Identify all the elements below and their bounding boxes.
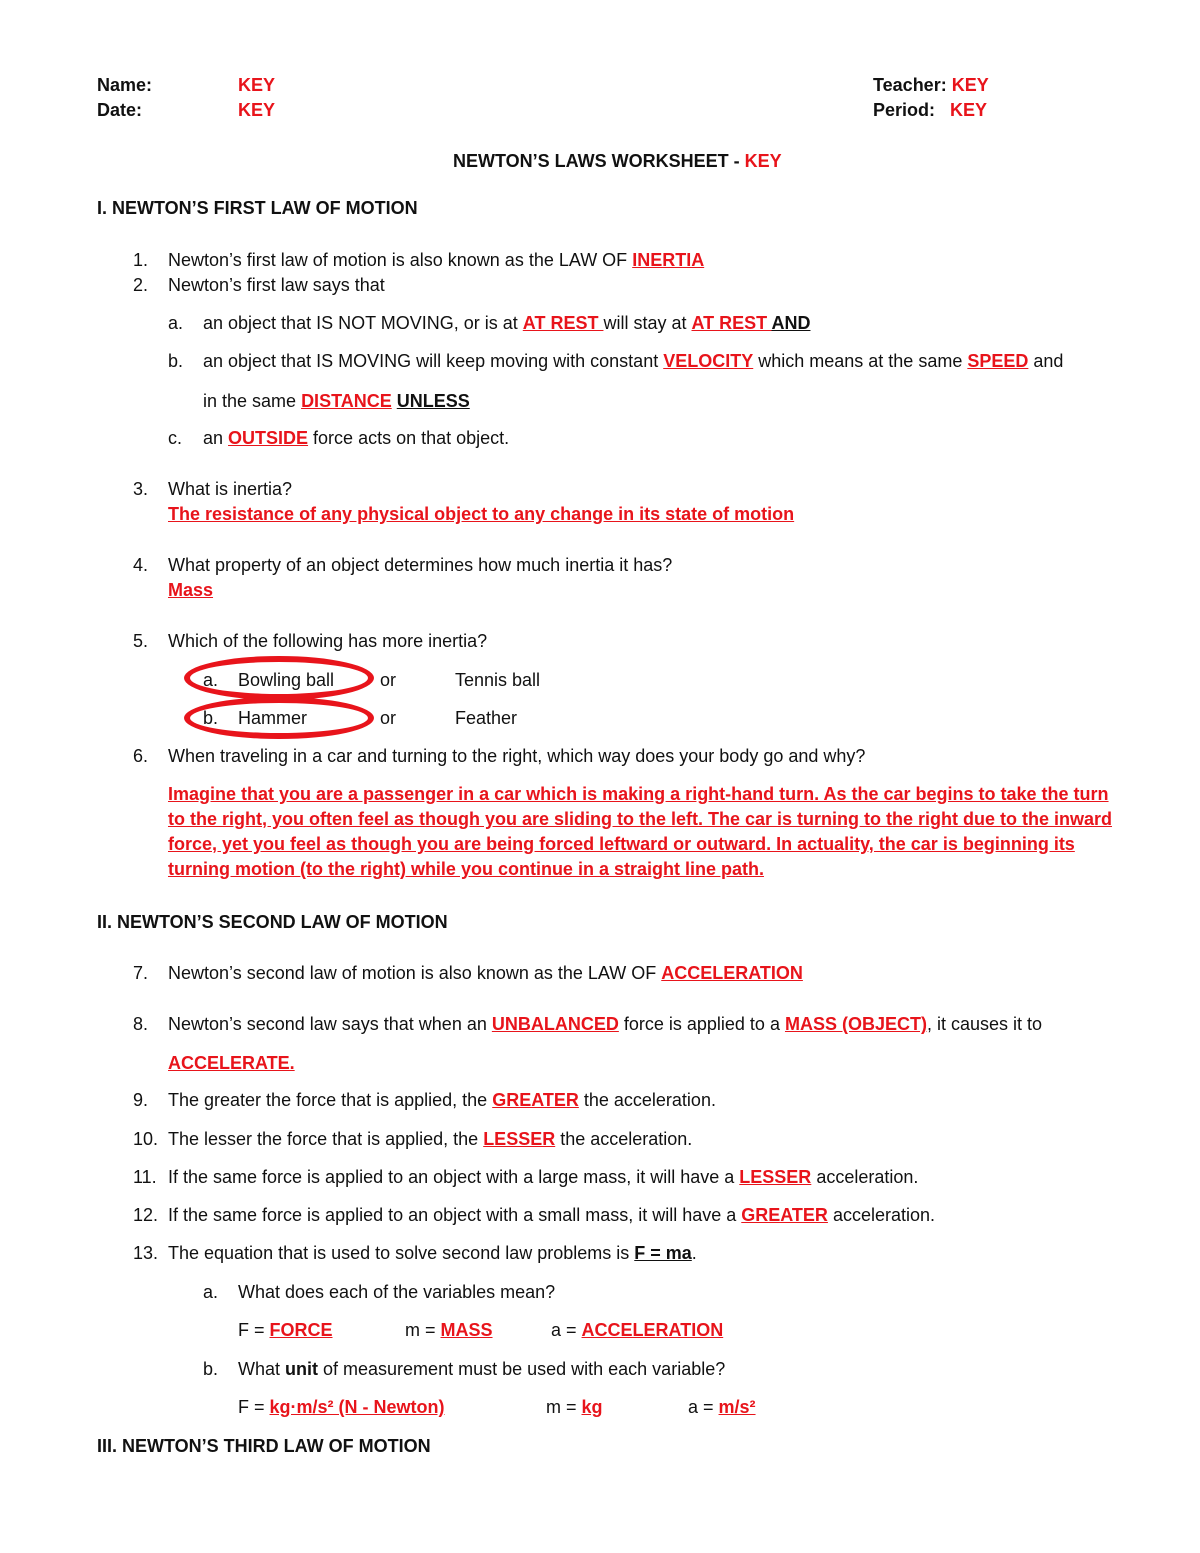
teacher-value: KEY (951, 75, 989, 95)
q8-t1: Newton’s second law says that when an (168, 1014, 492, 1034)
q13b-a (688, 1398, 756, 1416)
q5b-letter: b. (203, 708, 219, 728)
q7-prompt: Newton’s second law of motion is also known as the LAW OF (168, 963, 662, 983)
q13b-t2: of measurement must be used with each variable? (318, 1359, 726, 1379)
name-value: KEY (238, 75, 276, 95)
section-1-heading: I. NEWTON’S FIRST LAW OF MOTION (97, 198, 418, 218)
q13a-m (405, 1321, 493, 1339)
q13b-m-answer: kg (581, 1397, 603, 1417)
q11-number: 11. (133, 1167, 157, 1187)
q2a-t2: will stay at (603, 313, 692, 333)
q6-number: 6. (133, 746, 149, 766)
q2b-text-line2 (203, 392, 470, 410)
q5-text: Which of the following has more inertia? (168, 631, 488, 651)
q9-t1: The greater the force that is applied, the (168, 1090, 493, 1110)
q11-t1: If the same force is applied to an object with a large mass, it will have a (168, 1167, 740, 1187)
name-label: Name: (97, 75, 153, 95)
q2a-t1: an object that IS NOT MOVING, or is at (203, 313, 523, 333)
q10-t2: the acceleration. (555, 1129, 693, 1149)
q13-text (168, 1244, 697, 1262)
q13b-f-label: F = (238, 1397, 270, 1417)
q13a-f (238, 1321, 333, 1339)
q5a-letter: a. (203, 670, 219, 690)
q2b-answer-3: DISTANCE (301, 391, 392, 411)
q13b-letter: b. (203, 1359, 219, 1379)
q5a-or: or (380, 670, 397, 690)
q5b-choice-2: Feather (455, 708, 518, 728)
section-3-heading: III. NEWTON’S THIRD LAW OF MOTION (97, 1436, 431, 1456)
q2b-t4: in the same (203, 391, 302, 411)
teacher-label: Teacher: (873, 75, 947, 95)
q8-t3: , it causes it to (926, 1014, 1043, 1034)
q5a-choice-1: Bowling ball (238, 670, 335, 690)
q13-t2: . (691, 1243, 697, 1263)
q5a-choice-2: Tennis ball (455, 670, 541, 690)
q10-answer: LESSER (483, 1129, 556, 1149)
q12-t2: acceleration. (827, 1205, 935, 1225)
title-text: NEWTON’S LAWS WORKSHEET - (453, 151, 745, 171)
q9-number: 9. (133, 1090, 149, 1110)
q13a-f-answer: FORCE (269, 1320, 333, 1340)
q9-text (168, 1091, 716, 1109)
q2b-answer-2: SPEED (967, 351, 1029, 371)
q2-text: Newton’s first law says that (168, 275, 385, 295)
q8-answer-3: ACCELERATE. (168, 1053, 295, 1073)
q8-number: 8. (133, 1014, 149, 1034)
q2c-letter: c. (168, 428, 183, 448)
q7-text (168, 964, 803, 982)
q13b-t1: What (238, 1359, 286, 1379)
q2a-answer-2: AT REST (691, 313, 772, 333)
q2b-unless: UNLESS (396, 391, 470, 411)
q1-prompt: Newton’s first law of motion is also known as the LAW OF (168, 250, 633, 270)
teacher-field (873, 76, 989, 94)
q6-answer: Imagine that you are a passenger in a car which is making a right-hand turn. As the car begins to take the turn to the right, you often feel as though you are sliding to the left. The car is turning to the right due to the inward force, yet you feel as though you are being forced leftward or outward. In actuality, the car is beginning its turning motion (to the right) while you continue in a straight line path. (168, 784, 1113, 879)
q13a-letter: a. (203, 1282, 219, 1302)
q13-number: 13. (133, 1243, 159, 1263)
q13a-text: What does each of the variables mean? (238, 1282, 556, 1302)
q13a-m-label: m = (405, 1320, 441, 1340)
q2c-t1: an (203, 428, 229, 448)
q13b-f-answer: kg·m/s² (N - Newton) (269, 1397, 445, 1417)
q2b-t2: which means at the same (753, 351, 968, 371)
q2b-t1: an object that IS MOVING will keep moving with constant (203, 351, 664, 371)
q2-number: 2. (133, 275, 149, 295)
q13-t1: The equation that is used to solve second law problems is (168, 1243, 635, 1263)
q12-answer: GREATER (741, 1205, 828, 1225)
q2b-answer-1: VELOCITY (663, 351, 754, 371)
q2c-t2: force acts on that object. (308, 428, 510, 448)
q2a-text (203, 314, 810, 332)
q12-number: 12. (133, 1205, 159, 1225)
q13a-a (551, 1321, 723, 1339)
q2c-answer: OUTSIDE (228, 428, 309, 448)
q13a-a-label: a = (551, 1320, 582, 1340)
q11-t2: acceleration. (811, 1167, 919, 1187)
q1-number: 1. (133, 250, 149, 270)
q4-number: 4. (133, 555, 149, 575)
q6-text: When traveling in a car and turning to the right, which way does your body go and why? (168, 746, 866, 766)
q13-equation: F = ma (634, 1243, 692, 1263)
q2b-text (203, 352, 1063, 370)
q2a-answer-1: AT REST (522, 313, 604, 333)
period-field (873, 101, 987, 119)
q7-number: 7. (133, 963, 149, 983)
title-key: KEY (744, 151, 782, 171)
q5-number: 5. (133, 631, 149, 651)
q1-text (168, 251, 704, 269)
q8-text (168, 1015, 1042, 1033)
q5b-or: or (380, 708, 397, 728)
q4-answer: Mass (168, 580, 214, 600)
q2b-t3: and (1028, 351, 1064, 371)
date-value: KEY (238, 100, 276, 120)
period-label: Period: (873, 100, 936, 120)
q13b-a-answer: m/s² (718, 1397, 756, 1417)
q10-t1: The lesser the force that is applied, the (168, 1129, 484, 1149)
period-value: KEY (950, 100, 988, 120)
q11-answer: LESSER (739, 1167, 812, 1187)
q12-t1: If the same force is applied to an object with a small mass, it will have a (168, 1205, 742, 1225)
section-2-heading: II. NEWTON’S SECOND LAW OF MOTION (97, 912, 448, 932)
q3-number: 3. (133, 479, 149, 499)
q2a-and: AND (771, 313, 811, 333)
q10-number: 10. (133, 1129, 159, 1149)
q4-text: What property of an object determines how much inertia it has? (168, 555, 673, 575)
q2b-letter: b. (168, 351, 184, 371)
q9-answer: GREATER (492, 1090, 579, 1110)
q2a-letter: a. (168, 313, 184, 333)
page-title (453, 152, 782, 170)
q7-answer: ACCELERATION (661, 963, 803, 983)
q13a-f-label: F = (238, 1320, 270, 1340)
q9-t2: the acceleration. (578, 1090, 716, 1110)
q13b-text (238, 1360, 725, 1378)
q8-answer-1: UNBALANCED (491, 1014, 619, 1034)
q5b-choice-1: Hammer (238, 708, 308, 728)
q13a-a-answer: ACCELERATION (581, 1320, 724, 1340)
q12-text (168, 1206, 935, 1224)
q13b-m (546, 1398, 603, 1416)
q11-text (168, 1168, 918, 1186)
q1-answer: INERTIA (632, 250, 705, 270)
q3-text: What is inertia? (168, 479, 293, 499)
q8-t2: force is applied to a (618, 1014, 785, 1034)
q13b-a-label: a = (688, 1397, 719, 1417)
q13b-unit: unit (285, 1359, 319, 1379)
q13a-m-answer: MASS (440, 1320, 493, 1340)
q13b-m-label: m = (546, 1397, 582, 1417)
q8-answer-2: MASS (OBJECT) (784, 1014, 927, 1034)
q10-text (168, 1130, 692, 1148)
q2c-text (203, 429, 509, 447)
q13b-f (238, 1398, 445, 1416)
q3-answer: The resistance of any physical object to any change in its state of motion (168, 504, 795, 524)
date-label: Date: (97, 100, 143, 120)
